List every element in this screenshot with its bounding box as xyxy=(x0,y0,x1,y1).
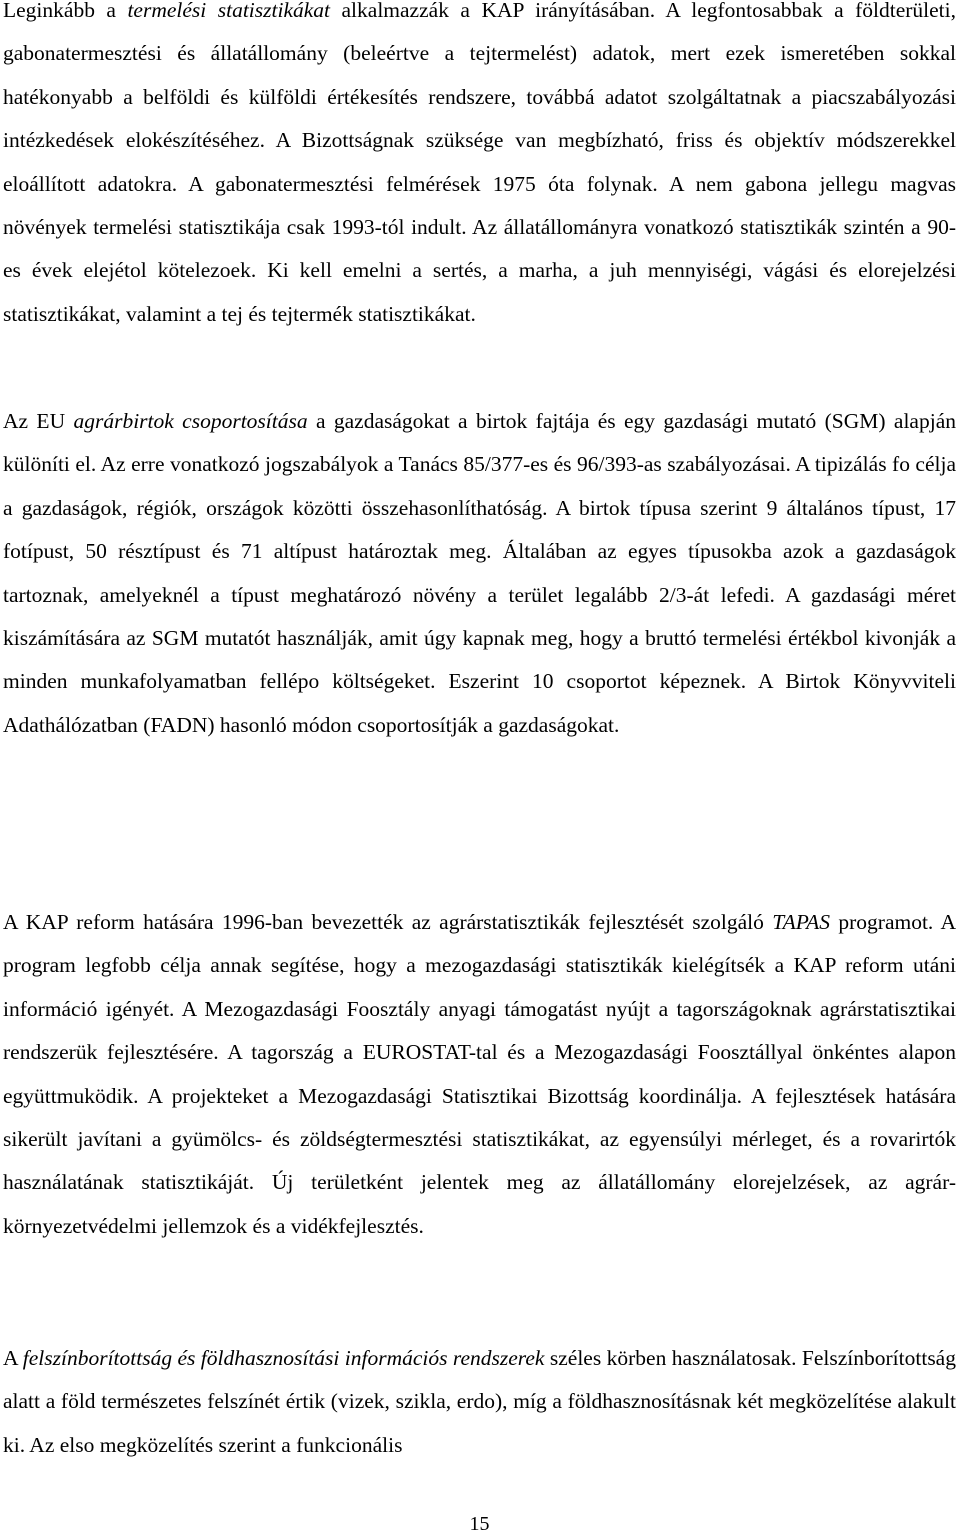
paragraph-4-emphasis: felszínborítottság és földhasznosítási információs rendszerek xyxy=(22,1346,545,1370)
paragraph-3-emphasis: TAPAS xyxy=(772,910,831,934)
paragraph-1-text-cont: alkalmazzák a KAP irányításában. A legfontosabbak a földterületi, gabonatermesztési és állatállomány (beleértve a tejtermelést) adatok, mert ezek ismeretében sokkal hatékonyabb a belföldi és külföldi értékesítés rendszere, továbbá adatot szolgáltatnak a piacszabályozási intézkedések elokészítéséhez. A Bizottságnak szüksége van megbízható, friss és objektív módszerekkel eloállított adatokra. A gabonatermesztési felmérések 1975 óta folynak. A nem gabona jellegu magvas növények termelési statisztikája csak 1993-tól indult. Az állatállományra vonatkozó statisztikák szintén a 90-es évek elejétol kötelezoek. Ki kell emelni a sertés, a marha, a juh mennyiségi, vágási és elorejelzési statisztikákat, valamint a tej és tejtermék statisztikákat. xyxy=(3,0,956,326)
paragraph-4-text-cont: széles körben használatosak. Felszínborítottság alatt a föld természetes felszínét értik (vizek, szikla, erdo), míg a földhasznosításnak két megközelítése alakult ki. Az elso megközelítés szerint a funkcionális xyxy=(3,1346,956,1457)
paragraph-1-emphasis: termelési statisztikákat xyxy=(127,0,331,22)
document-page xyxy=(3,0,956,1537)
paragraph-2-emphasis: agrárbirtok csoportosítása xyxy=(73,409,308,433)
paragraph-3-text: A KAP reform hatására 1996-ban bevezették az agrárstatisztikák fejlesztését szolgáló xyxy=(3,910,773,934)
paragraph-tapas-programme xyxy=(3,901,956,1248)
paragraph-land-cover-systems xyxy=(3,1337,956,1467)
paragraph-farm-typology xyxy=(3,400,956,747)
paragraph-2-text: Az EU xyxy=(3,409,74,433)
paragraph-1-text: Leginkább a xyxy=(3,0,128,22)
paragraph-4-text: A xyxy=(3,1346,23,1370)
page-number: 15 xyxy=(469,1513,490,1535)
paragraph-3-text-cont: programot. A program legfobb célja annak segítése, hogy a mezogazdasági statisztikák kielégítsék a KAP reform utáni információ igényét. A Mezogazdasági Foosztály anyagi támogatást nyújt a tagországoknak agrárstatisztikai rendszerük fejlesztésére. A tagország a EUROSTAT-tal és a Mezogazdasági Foosztállyal önkéntes alapon együttmuködik. A projekteket a Mezogazdasági Statisztikai Bizottság koordinálja. A fejlesztések hatására sikerült javítani a gyümölcs- és zöldségtermesztési statisztikákat, az egyensúlyi mérleget, és a rovarirtók használatának statisztikáját. Új területként jelentek meg az állatállomány elorejelzések, az agrár-környezetvédelmi jellemzok és a vidékfejlesztés. xyxy=(3,910,957,1238)
paragraph-production-statistics xyxy=(3,0,956,336)
paragraph-2-text-cont: a gazdaságokat a birtok fajtája és egy gazdasági mutató (SGM) alapján különíti el. Az erre vonatkozó jogszabályok a Tanács 85/377-es és 96/393-as szabályozásai. A tipizálás fo célja a gazdaságok, régiók, országok közötti összehasonlíthatóság. A birtok típusa szerint 9 általános típust, 17 fotípust, 50 résztípust és 71 altípust határoztak meg. Általában az egyes típusokba azok a gazdaságok tartoznak, amelyeknél a típust meghatározó növény a terület legalább 2/3-át lefedi. A gazdasági méret kiszámítására az SGM mutatót használják, amit úgy kapnak meg, hogy a bruttó termelési értékbol kivonják a minden munkafolyamatban fellépo költségeket. Eszerint 10 csoportot képeznek. A Birtok Könyvviteli Adathálózatban (FADN) hasonló módon csoportosítják a gazdaságokat. xyxy=(3,409,956,737)
